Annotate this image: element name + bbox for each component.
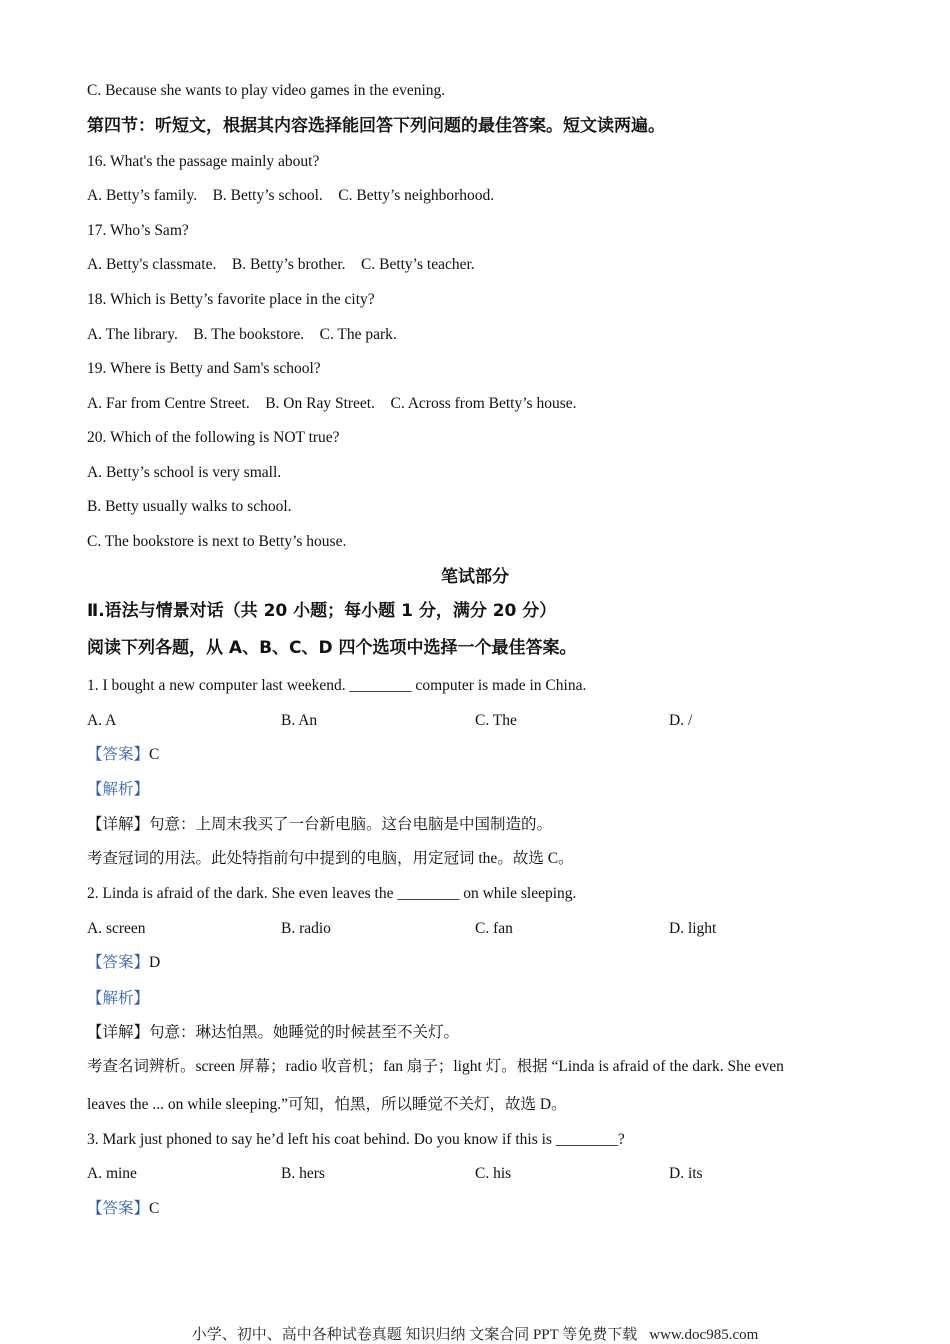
option-b: B. hers	[281, 1165, 325, 1182]
answer-value: C	[149, 746, 160, 763]
answer-value: C	[149, 1200, 160, 1217]
question-stem: 1. I bought a new computer last weekend. ________ computer is made in China.	[87, 677, 587, 694]
option-a: A. mine	[87, 1165, 137, 1182]
analysis-tag: 【解析】	[87, 781, 150, 798]
page-footer	[0, 1323, 950, 1344]
question-options: A. Betty’s family. B. Betty’s school. C. Betty’s neighborhood.	[87, 187, 495, 204]
option-b: B. An	[281, 712, 318, 729]
option-d: D. /	[669, 712, 693, 729]
question-stem: 2. Linda is afraid of the dark. She even leaves the ________ on while sleeping.	[87, 885, 577, 902]
answer-line	[87, 953, 160, 973]
option-c: C. The	[475, 712, 517, 729]
section-heading: 第四节：听短文，根据其内容选择能回答下列问题的最佳答案。短文读两遍。	[87, 116, 665, 136]
instruction: 阅读下列各题，从 A、B、C、D 四个选项中选择一个最佳答案。	[87, 638, 577, 658]
option-c: C. his	[475, 1165, 512, 1182]
answer-tag: 【答案】	[87, 1200, 150, 1217]
question-option: B. Betty usually walks to school.	[87, 498, 292, 515]
option-c: C. fan	[475, 920, 513, 937]
option-a: A. A	[87, 712, 117, 729]
option-d: D. light	[669, 920, 717, 937]
part-title: 笔试部分	[441, 567, 509, 587]
explanation-text: 考查冠词的用法。此处特指前句中提到的电脑，用定冠词 the。故选 C。	[87, 850, 574, 867]
question-stem: 18. Which is Betty’s favorite place in the city?	[87, 291, 375, 308]
footer-link[interactable]: www.doc985.com	[649, 1327, 759, 1343]
option-b: B. radio	[281, 920, 331, 937]
answer-tag: 【答案】	[87, 954, 150, 971]
detail-text: 【详解】句意：琳达怕黑。她睡觉的时候甚至不关灯。	[87, 1024, 460, 1041]
question-stem: 3. Mark just phoned to say he’d left his coat behind. Do you know if this is ________?	[87, 1131, 625, 1148]
question-option: A. Betty’s school is very small.	[87, 464, 282, 481]
footer-text: 小学、初中、高中各种试卷真题 知识归纳 文案合同 PPT 等免费下载	[191, 1327, 638, 1343]
question-options: A. The library. B. The bookstore. C. The park.	[87, 326, 397, 343]
option-d: D. its	[669, 1165, 703, 1182]
answer-line	[87, 1199, 159, 1219]
question-stem: 17. Who’s Sam?	[87, 222, 189, 239]
option-a: A. screen	[87, 920, 146, 937]
question-options: A. Betty's classmate. B. Betty’s brother. C. Betty’s teacher.	[87, 256, 475, 273]
answer-line	[87, 745, 159, 765]
part-heading: Ⅱ.语法与情景对话（共 20 小题；每小题 1 分，满分 20 分）	[87, 601, 557, 621]
answer-tag: 【答案】	[87, 746, 150, 763]
answer-value: D	[149, 954, 161, 971]
question-option: C. The bookstore is next to Betty’s house.	[87, 533, 347, 550]
explanation-text: leaves the ... on while sleeping.”可知，怕黑，所以睡觉不关灯，故选 D。	[87, 1096, 567, 1113]
detail-text: 【详解】句意：上周末我买了一台新电脑。这台电脑是中国制造的。	[87, 816, 553, 833]
question-stem: 16. What's the passage mainly about?	[87, 153, 320, 170]
analysis-tag: 【解析】	[87, 990, 150, 1007]
explanation-text: 考查名词辨析。screen 屏幕；radio 收音机；fan 扇子；light 灯。根据 “Linda is afraid of the dark. She even	[87, 1058, 784, 1075]
question-option: C. Because she wants to play video games in the evening.	[87, 82, 446, 99]
question-options: A. Far from Centre Street. B. On Ray Street. C. Across from Betty’s house.	[87, 395, 577, 412]
question-stem: 20. Which of the following is NOT true?	[87, 429, 340, 446]
question-stem: 19. Where is Betty and Sam's school?	[87, 360, 321, 377]
